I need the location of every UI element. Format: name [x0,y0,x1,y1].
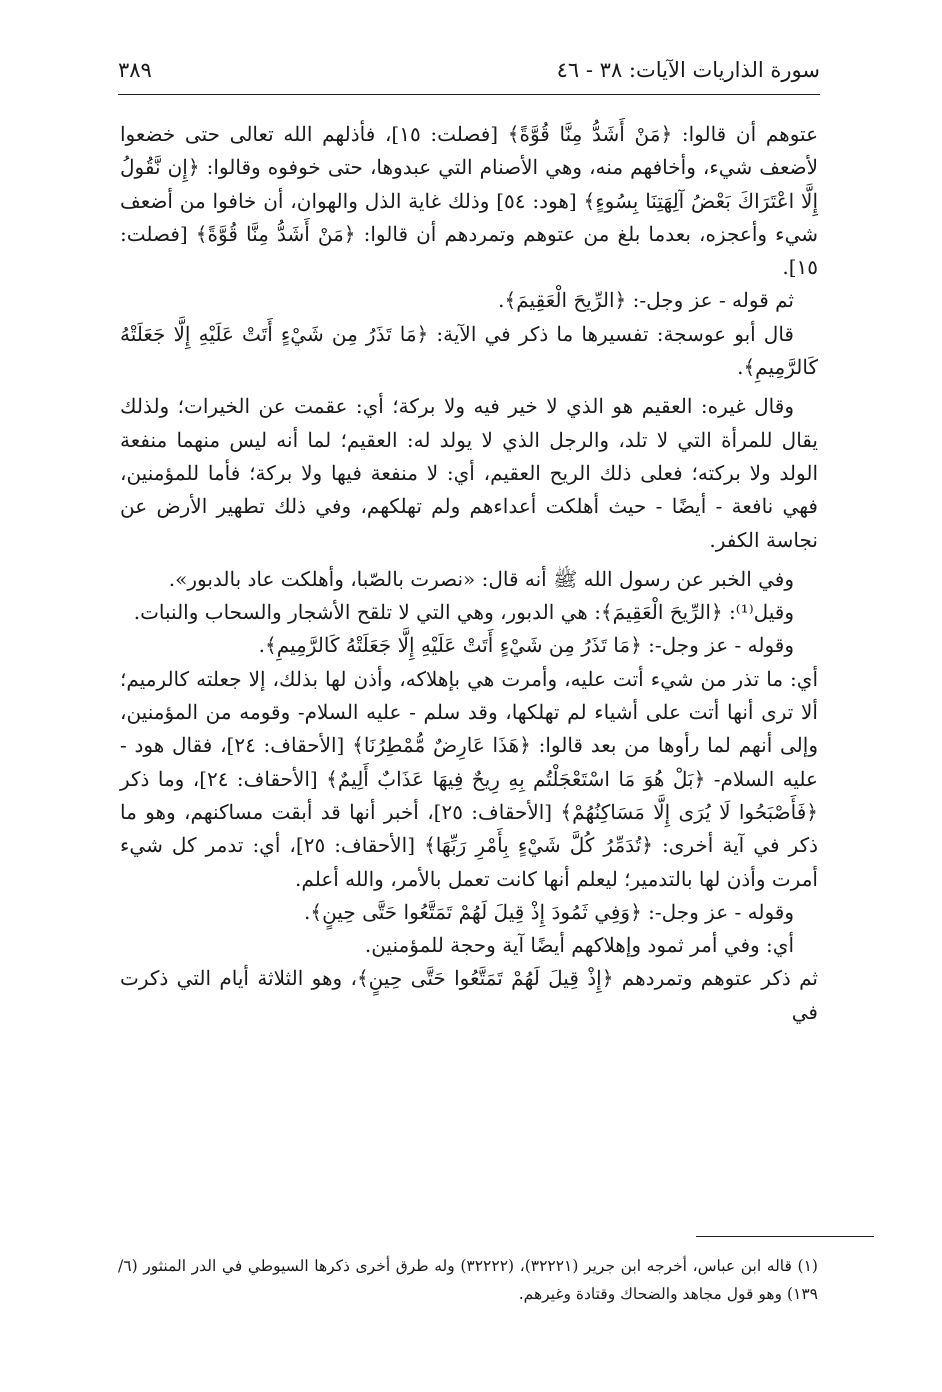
footnote-rule [696,1236,874,1237]
paragraph: وقال غيره: العقيم هو الذي لا خير فيه ولا بركة؛ أي: عقمت عن الخيرات؛ ولذلك يقال للمرأة التي لا تلد، والرجل الذي لا يولد له: العقيم؛ لما أنه ليس منهما منفعة الولد ولا بركته؛ فعلى ذلك الريح العقيم، أي: لا منفعة فيها ولا بركة؛ فأما للمؤمنين، فهي نافعة - أيضًا - حيث أهلكت أعداءهم ولم تهلكهم، وفي ذلك تطهير الأرض عن نجاسة الكفر. [120,394,818,552]
paragraph: عتوهم أن قالوا: ﴿مَنْ أَشَدُّ مِنَّا قُوَّةً﴾ [فصلت: ١٥]، فأذلهم الله تعالى حتى خضعوا لأضعف شيء، وأخافهم منه، وهي الأصنام التي عبدوها، حتى خوفوه وقالوا: ﴿إِن نَّقُولُ إِلَّا اعْتَرَاكَ بَعْضُ آلِهَتِنَا بِسُوءٍ﴾ [هود: ٥٤] وذلك غاية الذل والهوان، أن خافوا من أضعف شيء وأعجزه، بعدما بلغ من عتوهم وتمردهم أن قالوا: ﴿مَنْ أَشَدُّ مِنَّا قُوَّةً﴾ [فصلت: ١٥]. [120,122,819,280]
footnote [118,1252,818,1308]
page-header [118,58,820,92]
paragraph: أي: وفي أمر ثمود وإهلاكهم أيضًا آية وحجة للمؤمنين. [364,933,794,958]
paragraph: ثم ذكر عتوهم وتمردهم ﴿إِذْ قِيلَ لَهُمْ تَمَتَّعُوا حَتَّى حِينٍ﴾، وهو الثلاثة أيام التي ذكرت في [120,966,818,1024]
paragraph: قال أبو عوسجة: تفسيرها ما ذكر في الآية: ﴿مَا تَذَرُ مِن شَيْءٍ أَتَتْ عَلَيْهِ إِلَّا جَعَلَتْهُ كَالرَّمِيمِ﴾. [120,321,818,380]
header-rule [118,94,820,95]
page-number: ٣٨٩ [118,58,152,82]
footnote-text: (١) قاله ابن عباس، أخرجه ابن جرير (٣٢٢٢١)، (٣٢٢٢٢) وله طرق أخرى ذكرها السيوطي في الدر المنثور (٦/ ١٣٩) وهو قول مجاهد والضحاك وقتادة وغيرهم. [118,1257,818,1303]
paragraph: وقوله - عز وجل-: ﴿مَا تَذَرُ مِن شَيْءٍ أَتَتْ عَلَيْهِ إِلَّا جَعَلَتْهُ كَالرَّمِيمِ﴾. [258,633,794,658]
running-title: سورة الذاريات الآيات: ٣٨ - ٤٦ [556,58,820,82]
body-text [120,118,818,1029]
paragraph: أي: ما تذر من شيء أتت عليه، وأمرت هي بإهلاكه، وأذن لها بذلك، إلا جعلته كالرميم؛ ألا ترى أنها أتت على أشياء لم تهلكها، وقد سلم - عليه السلام- وقومه من المؤمنين، وإلى أنهم لما رأوها من بعد قالوا: ﴿هَذَا عَارِضٌ مُّمْطِرُنَا﴾ [الأحقاف: ٢٤]، فقال هود - عليه السلام- ﴿بَلْ هُوَ مَا اسْتَعْجَلْتُم بِهِ رِيحٌ فِيهَا عَذَابٌ أَلِيمٌ﴾ [الأحقاف: ٢٤]، وما ذكر ﴿فَأَصْبَحُوا لَا يُرَى إِلَّا مَسَاكِنُهُمْ﴾ [الأحقاف: ٢٥]، أخبر أنها قد أبقت مساكنهم، وهو ما ذكر في آية أخرى: ﴿تُدَمِّرُ كُلَّ شَيْءٍ بِأَمْرِ رَبِّهَا﴾ [الأحقاف: ٢٥]، أي: تدمر كل شيء أمرت وأذن لها بالتدمير؛ ليعلم أنها كانت تعمل بالأمر، والله أعلم. [120,666,819,891]
paragraph: وقوله - عز وجل-: ﴿وَفِي ثَمُودَ إِذْ قِيلَ لَهُمْ تَمَتَّعُوا حَتَّى حِينٍ﴾. [304,899,794,924]
paragraph: وقيل⁽¹⁾: ﴿الرِّيحَ الْعَقِيمَ﴾: هي الدبور، وهي التي لا تلقح الأشجار والسحاب والنبات. [133,600,794,625]
paragraph: وفي الخبر عن رسول الله ﷺ أنه قال: «نصرت بالصّبا، وأهلكت عاد بالدبور». [168,566,794,591]
paragraph: ثم قوله - عز وجل-: ﴿الرِّيحَ الْعَقِيمَ﴾. [498,288,794,313]
